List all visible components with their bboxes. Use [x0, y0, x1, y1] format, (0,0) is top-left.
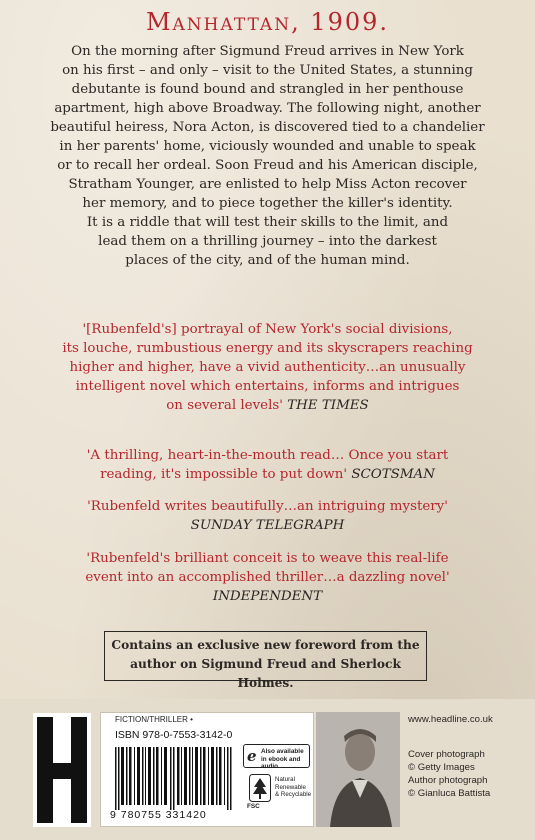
ebook-icon: e: [247, 747, 257, 765]
synopsis-line: Stratham Younger, are enlisted to help Miss Acton recover: [68, 177, 467, 192]
author-photo: [316, 712, 400, 827]
fsc-text: [275, 776, 311, 799]
foreword-line: author on Sigmund Freud and Sherlock Holmes.: [130, 657, 401, 690]
quote-line-last: [40, 396, 495, 415]
foreword-notice: [104, 631, 427, 690]
ebook-badge: [243, 744, 310, 768]
quote-text: on several levels': [166, 398, 283, 413]
quote-line: event into an accomplished thriller…a dazzling novel': [85, 570, 450, 585]
synopsis-line: It is a riddle that will test their skills to the limit, and: [86, 215, 449, 230]
synopsis-line: or to recall her ordeal. Soon Freud and his American disciple,: [57, 158, 478, 173]
synopsis-line: beautiful heiress, Nora Acton, is discovered tied to a chandelier: [50, 120, 485, 135]
quote-source: SUNDAY TELEGRAPH: [190, 518, 345, 533]
quote-line: higher and higher, have a vivid authenticity…an unusually: [69, 360, 466, 375]
synopsis-line: places of the city, and of the human mind.: [125, 253, 410, 268]
review-quote-independent: [40, 549, 495, 606]
synopsis-line: apartment, high above Broadway. The following night, another: [54, 101, 481, 116]
headline-logo: [33, 713, 91, 827]
synopsis-line: in her parents' home, viciously wounded and unable to speak: [59, 139, 476, 154]
synopsis-line: her memory, and to piece together the killer's identity.: [82, 196, 453, 211]
synopsis-line: on his first – and only – visit to the United States, a stunning: [62, 63, 473, 78]
quote-line-last: [40, 465, 495, 484]
review-quote-scotsman: [40, 446, 495, 484]
quote-line: its louche, rumbustious energy and its skyscrapers reaching: [62, 341, 473, 356]
credit-line: © Getty Images: [408, 762, 475, 773]
quote-line: intelligent novel which entertains, informs and intrigues: [75, 379, 460, 394]
synopsis: [40, 42, 495, 270]
quote-source: THE TIMES: [287, 398, 369, 413]
quote-line: 'Rubenfeld writes beautifully…an intriguing mystery': [87, 499, 448, 514]
synopsis-line: On the morning after Sigmund Freud arrives in New York: [71, 44, 464, 59]
ebook-text: [261, 748, 309, 771]
genre-label: FICTION/THRILLER •: [115, 715, 193, 724]
isbn-label: ISBN 978-0-7553-3142-0: [115, 729, 233, 741]
quote-line: 'Rubenfeld's brilliant conceit is to weave this real-life: [86, 551, 449, 566]
synopsis-line: debutante is found bound and strangled in her penthouse: [71, 82, 464, 97]
quote-line: 'A thrilling, heart-in-the-mouth read… Once you start: [86, 448, 449, 463]
credit-line: Cover photograph: [408, 749, 485, 760]
publisher-url[interactable]: www.headline.co.uk: [408, 714, 493, 725]
review-quote-times: [40, 320, 495, 415]
fsc-line: & Recyclable: [275, 791, 312, 799]
fsc-line: Natural: [275, 776, 295, 783]
barcode-image: [115, 747, 235, 810]
review-quote-telegraph: [40, 497, 495, 535]
foreword-line: Contains an exclusive new foreword from the: [111, 638, 420, 652]
quote-line: '[Rubenfeld's] portrayal of New York's social divisions,: [82, 322, 453, 337]
credits: [408, 713, 493, 800]
fsc-label: FSC: [247, 803, 260, 810]
credit-line: Author photograph: [408, 775, 488, 786]
quote-source: INDEPENDENT: [212, 589, 323, 604]
credit-line: © Gianluca Battista: [408, 788, 491, 799]
ebook-line: Also available: [261, 748, 304, 755]
quote-source: SCOTSMAN: [351, 467, 435, 482]
cover-heading: Manhattan, 1909.: [145, 8, 390, 36]
synopsis-line: lead them on a thrilling journey – into the darkest: [98, 234, 437, 249]
fsc-tree-icon: [249, 774, 271, 802]
barcode-number: 9 780755 331420: [110, 809, 207, 821]
ebook-line: in ebook and audio: [261, 755, 301, 770]
fsc-line: Renewable: [275, 783, 306, 791]
quote-text: reading, it's impossible to put down': [100, 467, 348, 482]
